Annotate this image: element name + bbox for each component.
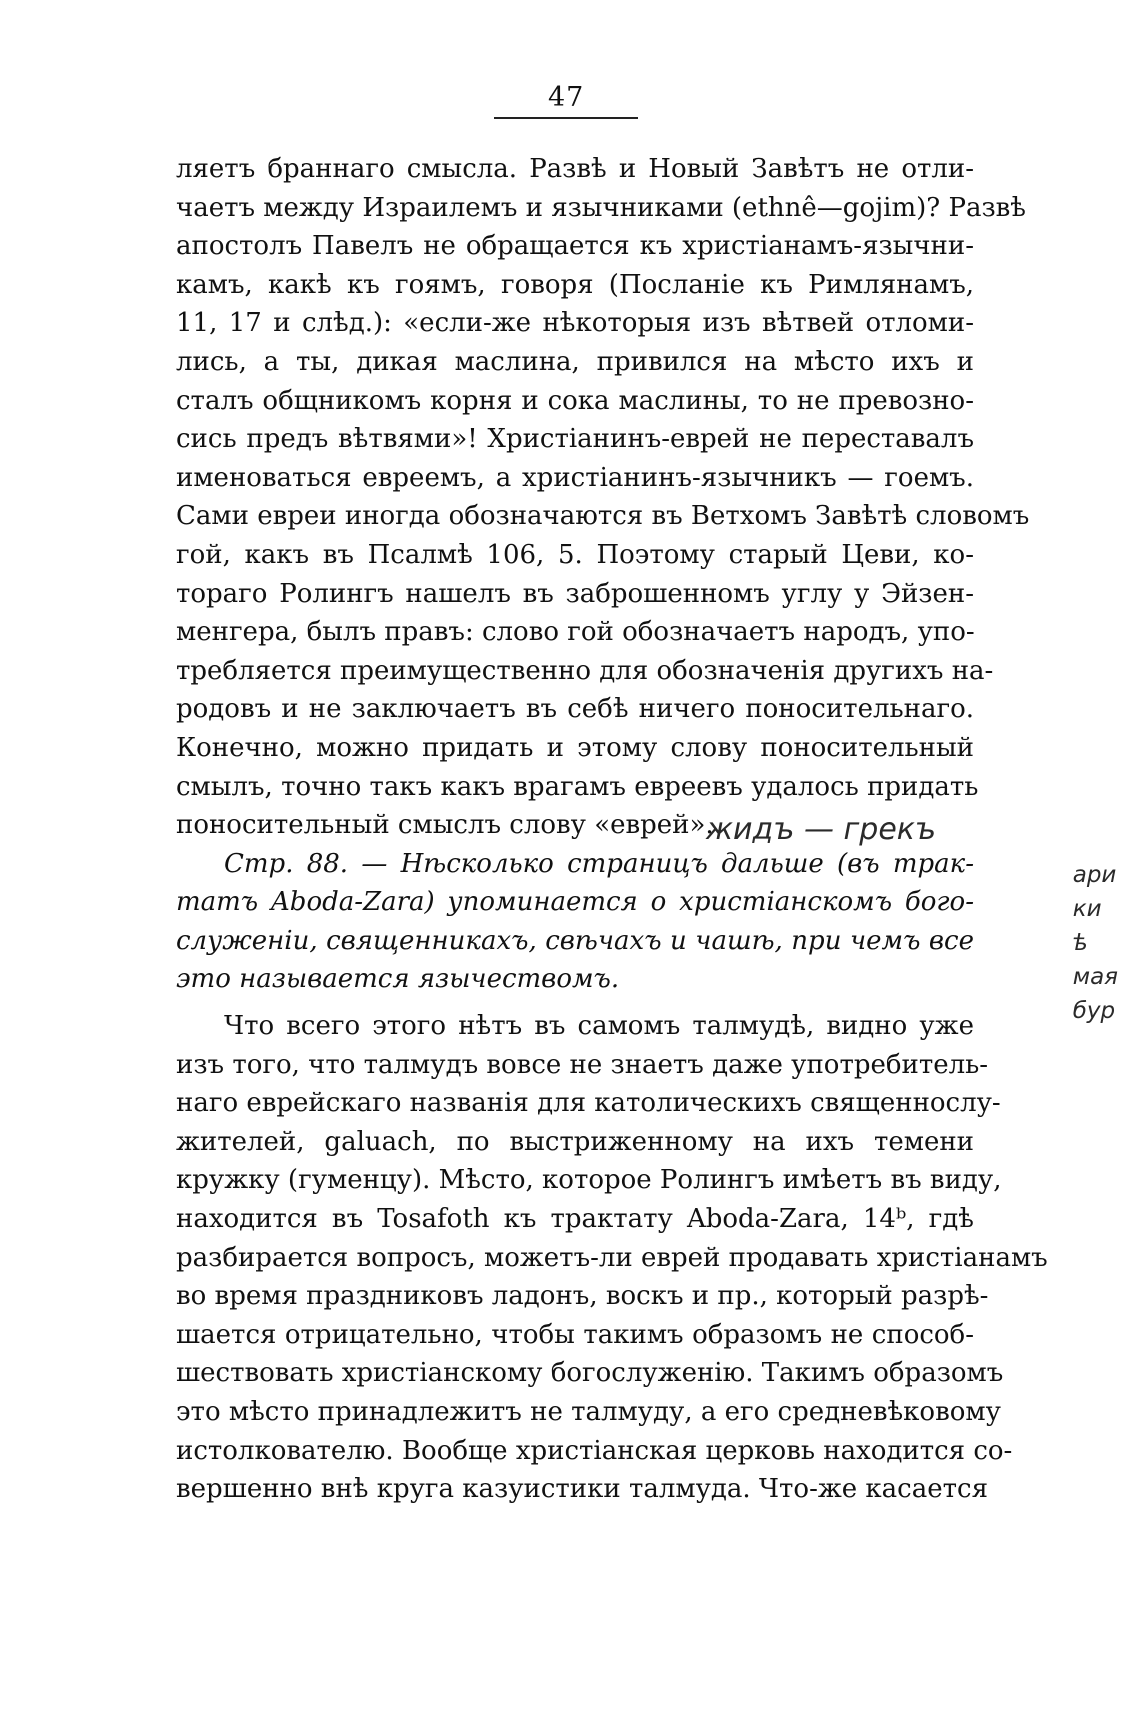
text-line: сись предъ вѣтвями»! Христіанинъ-еврей не переставалъ [176, 424, 974, 455]
text-line: смылъ, точно такъ какъ врагамъ евреевъ удалось придать [176, 771, 979, 802]
text-line: менгера, былъ правъ: слово гой обозначаетъ народъ, упо- [176, 617, 975, 648]
text-line: 11, 17 и слѣд.): «если-же нѣкоторыя изъ вѣтвей отломи- [176, 308, 974, 339]
italic-line: татъ Aboda-Zara) упоминается о христіанскомъ бого- [176, 887, 974, 918]
text-line: родовъ и не заключаетъ въ себѣ ничего поносительнаго. [176, 694, 974, 725]
text-line: истолкователю. Вообще христіанская церковь находится со- [176, 1435, 1013, 1466]
margin-note-line: мая [1072, 964, 1118, 990]
text-line: поносительный смыслъ слову «еврей». [176, 810, 714, 841]
text-line: Что всего этого нѣтъ въ самомъ талмудѣ, видно уже [224, 1011, 974, 1042]
text-line: именоваться евреемъ, а христіанинъ-язычникъ — гоемъ. [176, 462, 974, 493]
page-number: 47 [548, 82, 585, 113]
italic-line: служеніи, священникахъ, свѣчахъ и чашѣ, при чемъ все [176, 925, 974, 956]
header-rule [494, 117, 638, 119]
text-line: Конечно, можно придать и этому слову поносительный [176, 732, 974, 763]
text-line: Сами евреи иногда обозначаются въ Ветхомъ Завѣтѣ словомъ [176, 501, 1030, 532]
text-line: сталъ общникомъ корня и сока маслины, то не превозно- [176, 385, 974, 416]
text-line: шествовать христіанскому богослуженію. Такимъ образомъ [176, 1358, 1004, 1389]
text-line: ляетъ браннаго смысла. Развѣ и Новый Завѣтъ не отли- [176, 154, 974, 184]
text-line: шается отрицательно, чтобы такимъ образомъ не способ- [176, 1319, 974, 1350]
handwritten-inline-note: жидъ — грекъ [706, 812, 937, 847]
handwritten-margin-note [1073, 858, 1118, 1028]
text-line: лись, а ты, дикая маслина, привился на мѣсто ихъ и [176, 346, 974, 377]
text-line: требляется преимущественно для обозначенія другихъ на- [176, 655, 994, 686]
text-line: кружку (гуменцу). Мѣсто, которое Ролингъ имѣетъ въ виду, [176, 1165, 1002, 1196]
text-line: это мѣсто принадлежитъ не талмуду, а его средневѣковому [176, 1397, 1001, 1427]
text-line: гой, какъ въ Псалмѣ 106, 5. Поэтому старый Цеви, ко- [176, 539, 974, 570]
margin-note-line: ари [1072, 862, 1117, 888]
text-line: вершенно внѣ круга казуистики талмуда. Что-же касается [176, 1474, 988, 1505]
text-line: апостолъ Павелъ не обращается къ христіанамъ-язычни- [176, 231, 974, 262]
text-line: камъ, какѣ къ гоямъ, говоря (Посланіе къ Римлянамъ, [176, 269, 974, 300]
text-line: разбирается вопросъ, можетъ-ли еврей продавать христіанамъ [176, 1242, 1048, 1273]
text-line: жителей, galuach, по выстриженному на ихъ темени [176, 1126, 974, 1157]
italic-line: Стр. 88. — Нѣсколько страницъ дальше (въ трак- [224, 848, 974, 879]
margin-note-line: бур [1072, 998, 1116, 1024]
margin-note-line: ки [1072, 896, 1102, 922]
text-line: тораго Ролингъ нашелъ въ заброшенномъ углу у Эйзен- [176, 578, 974, 609]
text-line: во время праздниковъ ладонъ, воскъ и пр., который разрѣ- [176, 1281, 989, 1312]
italic-line: это называется язычествомъ. [176, 964, 620, 995]
text-line: находится въ Tosafoth къ трактату Aboda-Zara, 14ᵇ, гдѣ [176, 1204, 974, 1235]
text-line: наго еврейскаго названія для католическихъ священнослу- [176, 1088, 1001, 1119]
margin-note-line: ѣ [1072, 930, 1089, 956]
text-line: изъ того, что талмудъ вовсе не знаетъ даже употребитель- [176, 1049, 989, 1080]
text-line: чаетъ между Израилемъ и язычниками (ethnê—gojim)? Развѣ [176, 192, 1026, 223]
